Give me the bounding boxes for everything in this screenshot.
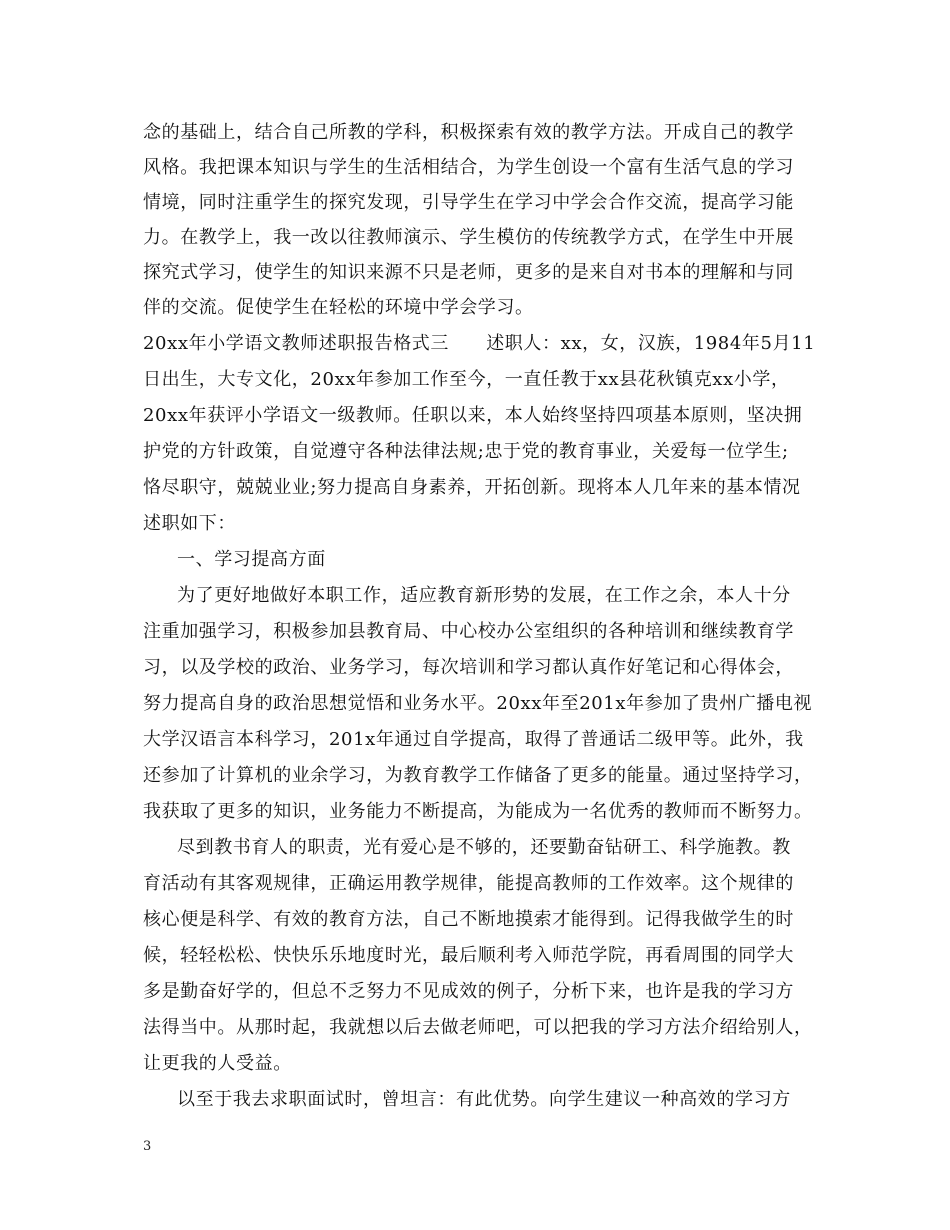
section-heading: 一、学习提高方面 [177,549,326,570]
text-line: 让更我的人受益。 [143,1053,292,1074]
text-line: 大学汉语言本科学习，201x年通过自学提高，取得了普通话二级甲等。此外，我 [143,729,804,750]
text-line: 情境，同时注重学生的探究发现，引导学生在学习中学会合作交流，提高学习能 [143,192,794,213]
section-title-line: 20xx年小学语文教师述职报告格式三 述职人：xx，女，汉族，1984年5月11 [143,333,816,354]
text-line: 恪尽职守，兢兢业业;努力提高自身素养，开拓创新。现将本人几年来的基本情况 [143,477,801,498]
text-line: 念的基础上，结合自己所教的学科，积极探索有效的教学方法。开成自己的教学 [143,122,794,143]
text-line: 力。在教学上，我一改以往教师演示、学生模仿的传统教学方式，在学生中开展 [143,227,794,248]
text-line: 伴的交流。促使学生在轻松的环境中学会学习。 [143,297,534,318]
text-line: 20xx年获评小学语文一级教师。任职以来，本人始终坚持四项基本原则，坚决拥 [143,405,803,426]
text-line: 核心便是科学、有效的教育方法，自己不断地摸索才能得到。记得我做学生的时 [143,909,794,930]
text-line: 努力提高自身的政治思想觉悟和业务水平。20xx年至201x年参加了贵州广播电视 [143,693,813,714]
text-line: 日出生，大专文化，20xx年参加工作至今，一直任教于xx县花秋镇克xx小学， [143,369,790,390]
text-line: 习，以及学校的政治、业务学习，每次培训和学习都认真作好笔记和心得体会， [143,657,794,678]
text-line: 候，轻轻松松、快快乐乐地度时光，最后顺利考入师范学院，再看周围的同学大 [143,945,794,966]
text-line: 多是勤奋好学的，但总不乏努力不见成效的例子，分析下来，也许是我的学习方 [143,981,794,1002]
text-line: 法得当中。从那时起，我就想以后去做老师吧，可以把我的学习方法介绍给别人， [143,1017,813,1038]
text-line: 我获取了更多的知识，业务能力不断提高，为能成为一名优秀的教师而不断努力。 [143,801,813,822]
page-number: 3 [143,1139,152,1154]
text-line: 还参加了计算机的业余学习，为教育教学工作储备了更多的能量。通过坚持学习， [143,765,813,786]
text-line: 为了更好地做好本职工作，适应教育新形势的发展，在工作之余，本人十分 [177,585,791,606]
text-line: 育活动有其客观规律，正确运用教学规律，能提高教师的工作效率。这个规律的 [143,873,794,894]
text-line: 注重加强学习，积极参加县教育局、中心校办公室组织的各种培训和继续教育学 [143,621,794,642]
text-line: 述职如下： [143,513,236,534]
text-line: 风格。我把课本知识与学生的生活相结合，为学生创设一个富有生活气息的学习 [143,157,794,178]
text-line: 尽到教书育人的职责，光有爱心是不够的，还要勤奋钻研工、科学施教。教 [177,837,791,858]
text-line: 护党的方针政策，自觉遵守各种法律法规;忠于党的教育事业，关爱每一位学生; [143,441,789,462]
text-line: 以至于我去求职面试时，曾坦言：有此优势。向学生建议一种高效的学习方 [177,1089,791,1110]
text-line: 探究式学习，使学生的知识来源不只是老师，更多的是来自对书本的理解和与同 [143,262,794,283]
